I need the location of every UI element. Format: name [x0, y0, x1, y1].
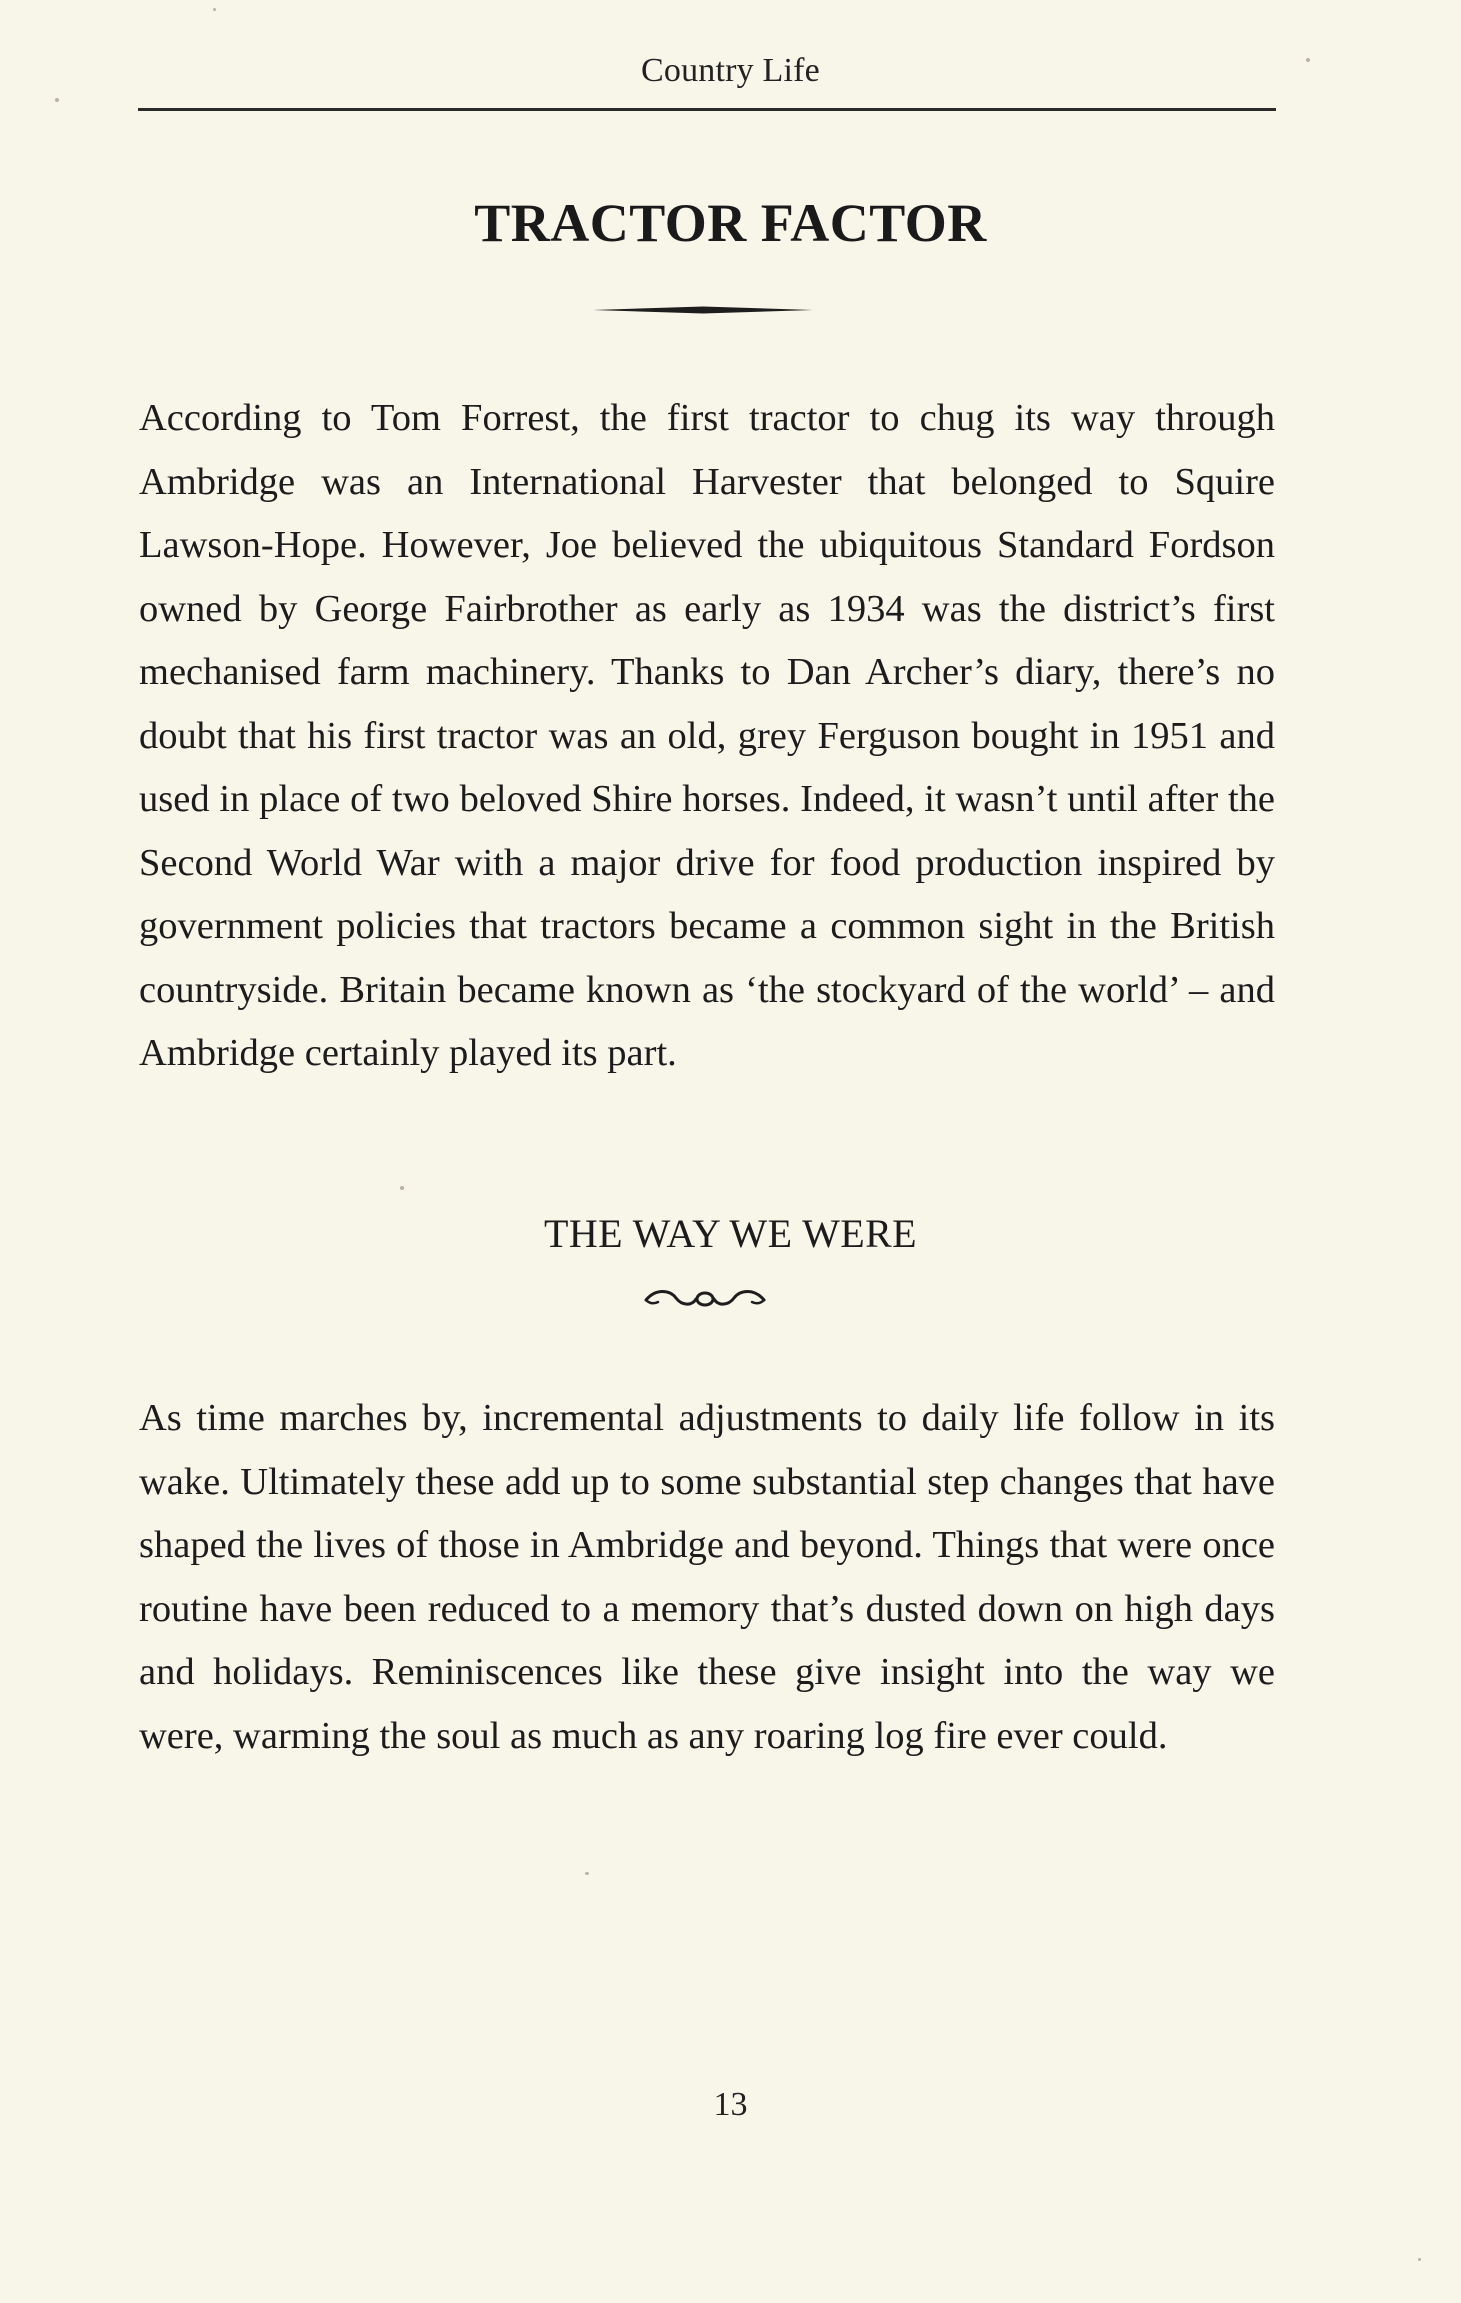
paper-speck — [400, 1186, 404, 1190]
paper-speck — [55, 98, 59, 102]
paper-speck — [213, 8, 216, 11]
paper-speck — [585, 1872, 589, 1875]
paper-speck — [1418, 2258, 1421, 2261]
running-head: Country Life — [641, 52, 820, 89]
body-paragraph-tractor-factor: According to Tom Forrest, the first tractor to chug its way through Ambridge was an International Harvester that belonged to Squire Lawson-Hope. However, Joe believed the ubiquitous Standard Fordson owned by George Fairbrother as early as 1934 was the district’s first mechanised farm machinery. Thanks to Dan Archer’s diary, there’s no doubt that his first tractor was an old, grey Ferguson bought in 1951 and used in place of two beloved Shire horses. Indeed, it wasn’t until after the Second World War with a major drive for food production inspired by government policies that tractors became a common sight in the British countryside. Britain became known as ‘the stockyard of the world’ – and Ambridge certainly played its part. — [139, 397, 1275, 1074]
page-number: 13 — [713, 2086, 748, 2123]
section-title-tractor-factor: TRACTOR FACTOR — [474, 193, 987, 253]
flourish-ornament-icon — [640, 1284, 770, 1314]
title-divider-rule — [593, 306, 813, 314]
header-rule — [138, 108, 1276, 111]
paper-speck — [1306, 58, 1310, 62]
body-paragraph-the-way-we-were: As time marches by, incremental adjustments to daily life follow in its wake. Ultimately these add up to some substantial step changes that have shaped the lives of those in Ambridge and beyond. Things that were once routine have been reduced to a memory that’s dusted down on high days and holidays. Reminiscences like these give insight into the way we were, warming the soul as much as any roaring log fire ever could. — [139, 1397, 1275, 1757]
section-title-the-way-we-were: THE WAY WE WERE — [543, 1211, 917, 1256]
